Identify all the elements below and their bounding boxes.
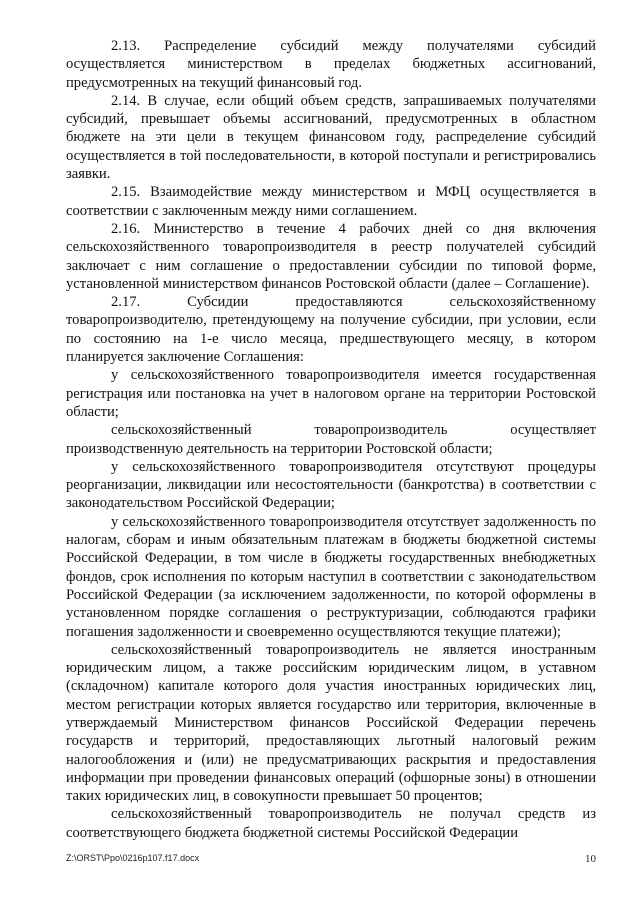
condition-registration: у сельскохозяйственного товаропроизводителя имеется государственная регистрация или постановка на учет в налоговом органе на территории Ростовской области; xyxy=(66,367,596,420)
condition-activity: сельскохозяйственный товаропроизводитель осуществляет производственную деятельность на территории Ростовской области; xyxy=(66,422,596,457)
paragraph-2-14: 2.14. В случае, если общий объем средств, запрашиваемых получателями субсидий, превышает объемы ассигнований, предусмотренных в областном бюджете на эти цели в текущем финансовом году, распределение субсидий осуществляется в той последовательности, в которой поступали и регистрировались заявки. xyxy=(66,92,596,183)
condition-no-bankruptcy: у сельскохозяйственного товаропроизводителя отсутствуют процедуры реорганизации, ликвидации или несостоятельности (банкротства) в соответствии с законодательством Российской Федерации; xyxy=(66,458,596,512)
condition-no-tax-debt: у сельскохозяйственного товаропроизводителя отсутствует задолженность по налогам, сборам и иным обязательным платежам в бюджеты бюджетной системы Российской Федерации, в том числе в бюджеты государственных внебюджетных фондов, срок исполнения по которым наступил в соответствии с законодательством Российской Федерации (за исключением задолженности, по которой оформлены в установленном порядке соглашения о реструктуризации, соблюдаются графики погашения задолженности и своевременно осуществляются текущие платежи); xyxy=(66,513,596,640)
paragraph-2-16: 2.16. Министерство в течение 4 рабочих дней со дня включения сельскохозяйственного товаропроизводителя в реестр получателей субсидий заключает с ним соглашение о предоставлении субсидии по типовой форме, установленной министерством финансов Ростовской области (далее – Соглашение). xyxy=(66,220,596,292)
condition-not-foreign: сельскохозяйственный товаропроизводитель не является иностранным юридическим лицом, а также российским юридическим лицом, в уставном (складочном) капитале которого доля участия иностранных юридических лиц, местом регистрации которых является государство или территория, включенные в утверждаемый Министерством финансов Российской Федерации перечень государств и территорий, предоставляющих льготный налоговый режим налогообложения и (или) не предусматривающих раскрытия и предоставления информации при проведении финансовых операций (офшорные зоны) в отношении таких юридических лиц, в совокупности превышает 50 процентов; xyxy=(66,641,596,805)
paragraph-2-17: 2.17. Субсидии предоставляются сельскохозяйственному товаропроизводителю, претендующему на получение субсидии, при условии, если по состоянию на 1-е число месяца, предшествующего месяцу, в котором планируется заключение Соглашения: xyxy=(66,294,596,366)
paragraph-2-13: 2.13. Распределение субсидий между получателями субсидий осуществляется министерством в пределах бюджетных ассигнований, предусмотренных на текущий финансовый год. xyxy=(66,38,596,91)
condition-no-other-funds: сельскохозяйственный товаропроизводитель не получал средств из соответствующего бюджета бюджетной системы Российской Федерации xyxy=(66,806,596,841)
paragraph-2-15: 2.15. Взаимодействие между министерством и МФЦ осуществляется в соответствии с заключенным между ними соглашением. xyxy=(66,184,596,219)
page-number: 10 xyxy=(585,853,596,865)
document-body xyxy=(66,37,596,842)
file-path: Z:\ORST\Ppo\0216p107.f17.docx xyxy=(66,853,200,863)
